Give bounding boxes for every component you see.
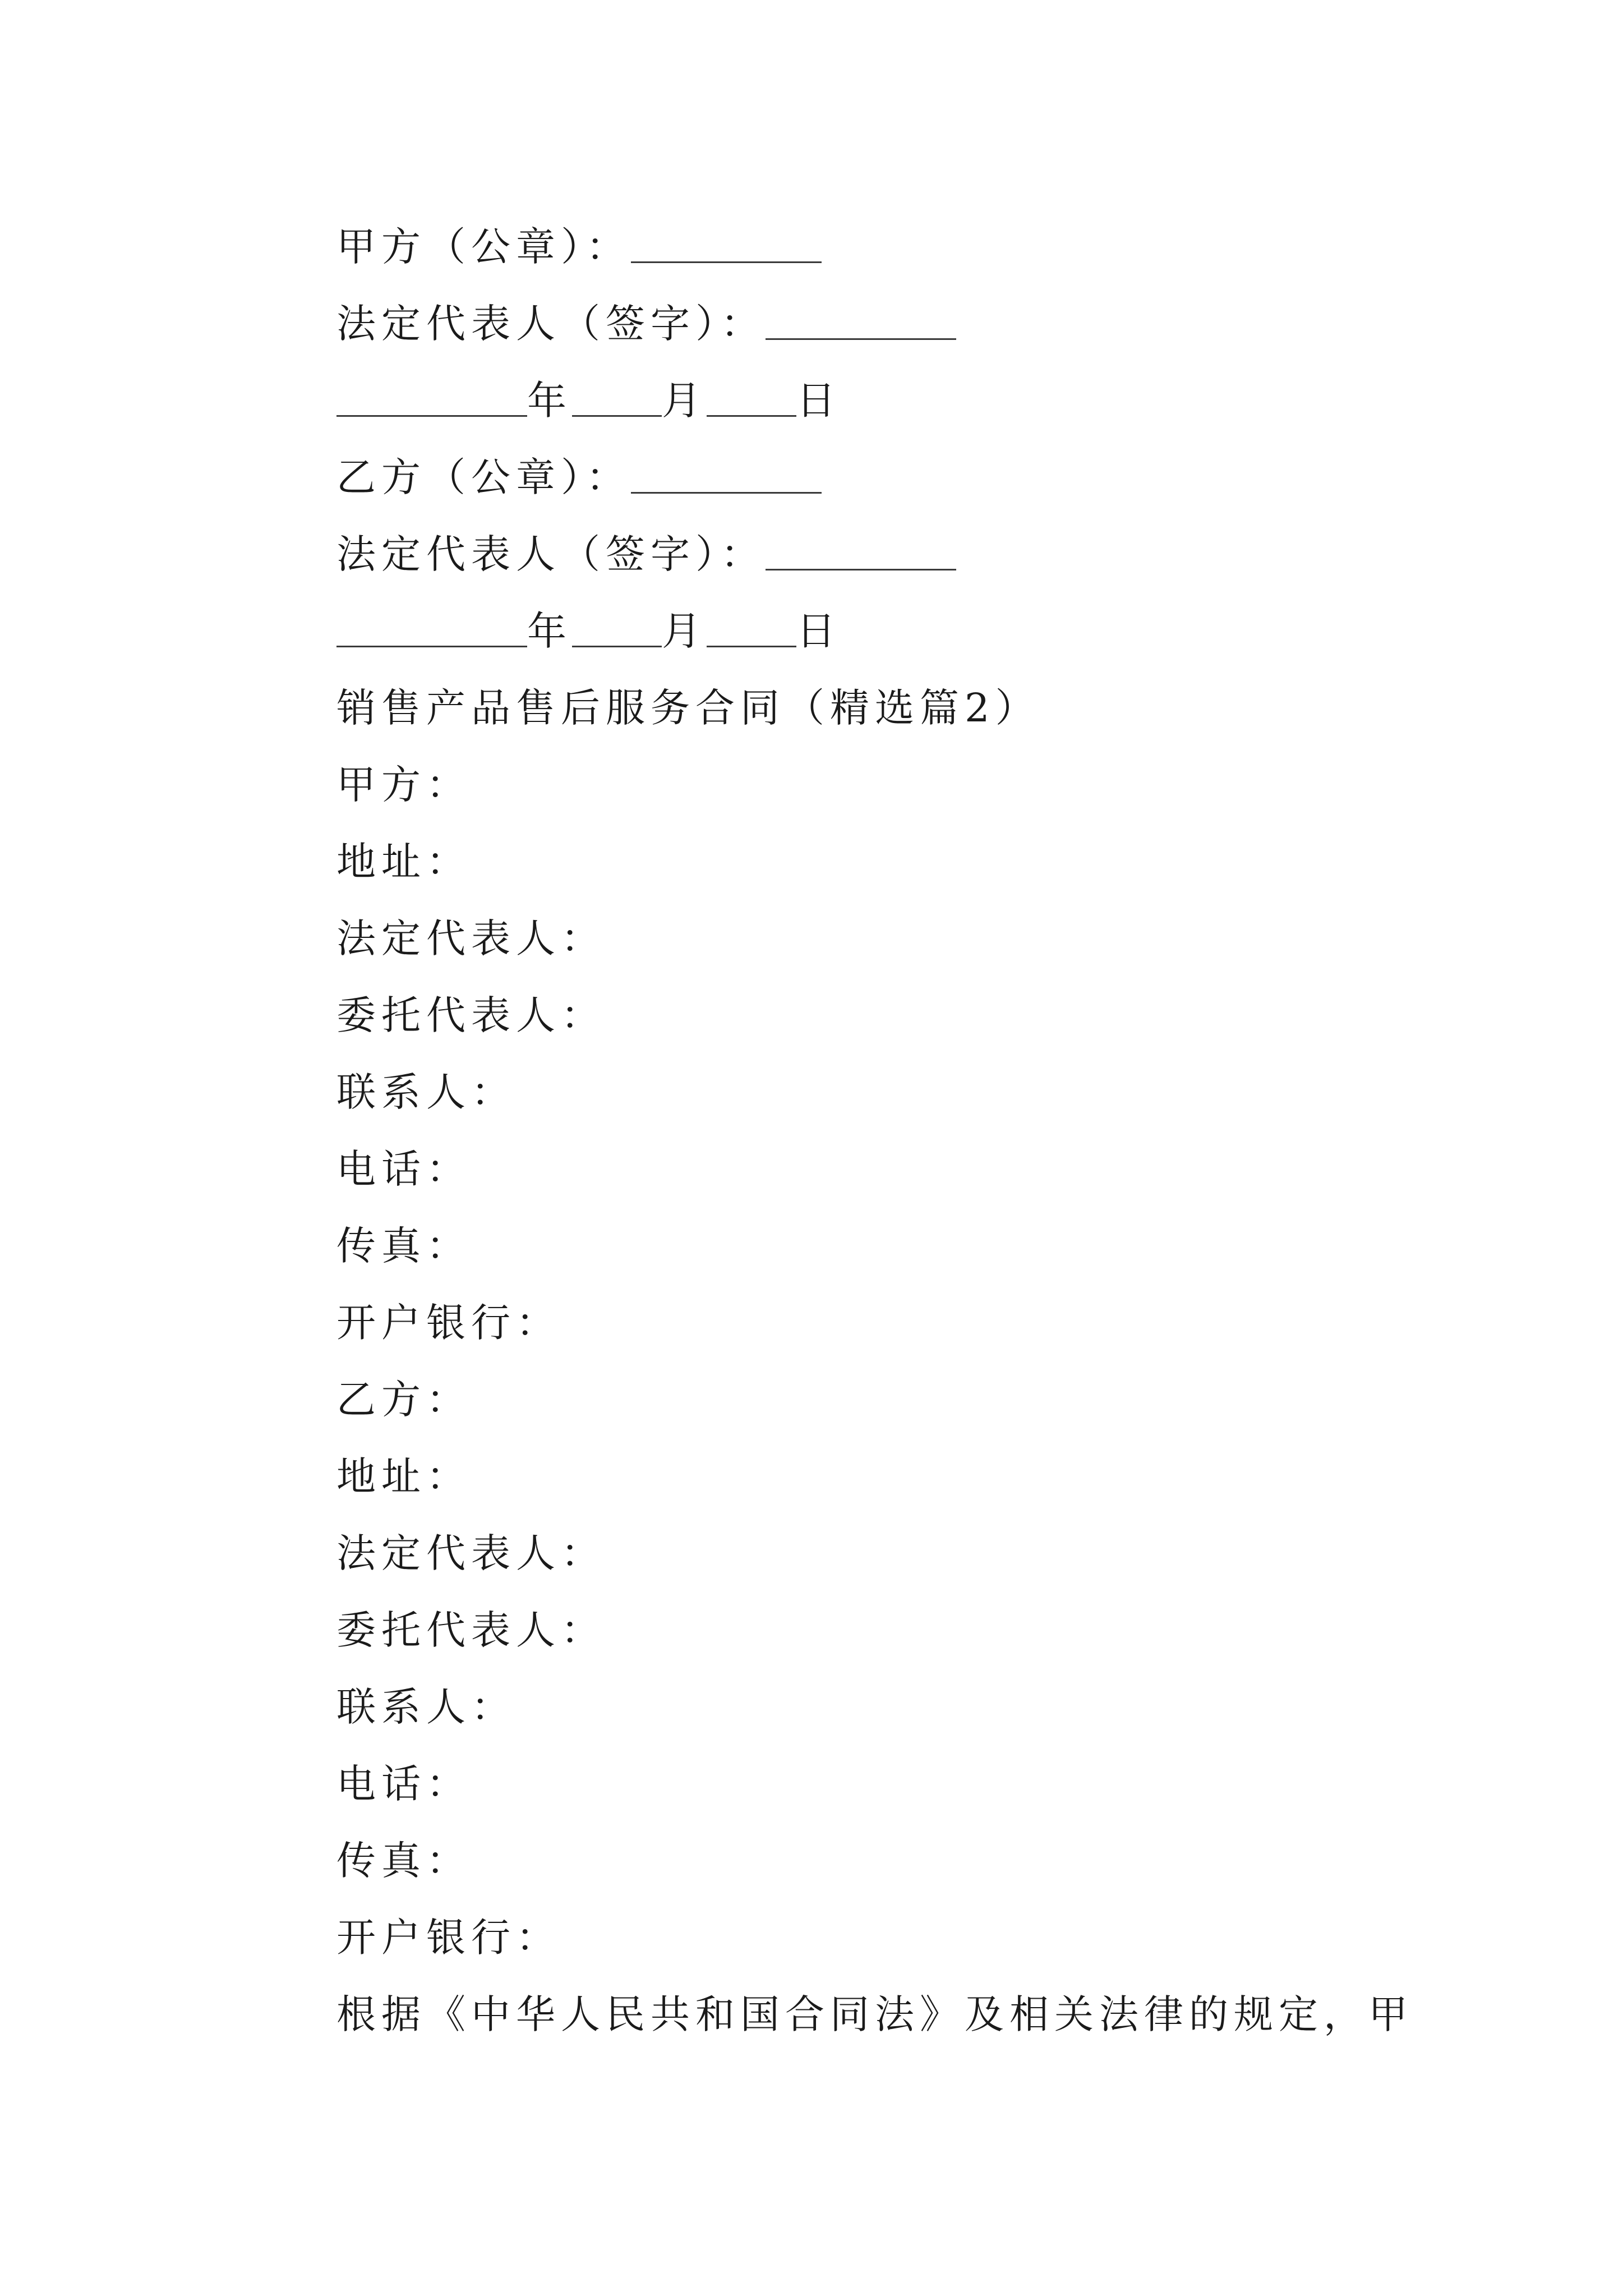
party-b-date-line	[336, 593, 1458, 670]
party-a-fax-label: 传真：	[336, 1223, 471, 1269]
party-b-seal-line	[336, 439, 1458, 516]
party-b-seal-blank	[631, 457, 822, 494]
party-a-seal-blank	[631, 227, 822, 263]
party-b-year-blank	[336, 611, 527, 647]
contract-title: 销售产品售后服务合同（精选篇2）	[336, 685, 1040, 731]
party-a-address-label: 地址：	[336, 839, 471, 885]
party-b-day-blank	[707, 611, 796, 647]
party-a-entrusted-rep-label: 委托代表人：	[336, 992, 606, 1038]
party-a-year-blank	[336, 380, 527, 417]
party-b-address-label: 地址：	[336, 1453, 471, 1499]
party-b-month-blank	[572, 611, 662, 647]
party-b-phone-label: 电话：	[336, 1761, 471, 1807]
party-a-legal-rep-label: 法定代表人：	[336, 915, 606, 961]
party-a-seal-line	[336, 209, 1458, 286]
party-b-contact-label: 联系人：	[336, 1684, 516, 1730]
party-b-day-label: 日	[796, 608, 841, 654]
party-a-label: 甲方：	[336, 762, 471, 808]
party-a-month-label: 月	[662, 378, 707, 424]
party-a-contact-label: 联系人：	[336, 1069, 516, 1115]
party-b-seal-label: 乙方（公章）：	[336, 454, 631, 500]
party-b-legal-rep-sign-blank	[766, 534, 956, 570]
party-a-date-line	[336, 362, 1458, 439]
party-b-year-label: 年	[527, 608, 572, 654]
party-b-legal-rep-sign-line	[336, 516, 1458, 593]
party-a-seal-label: 甲方（公章）：	[336, 224, 631, 270]
party-a-legal-rep-sign-blank	[766, 303, 956, 340]
party-a-day-blank	[707, 380, 796, 417]
party-b-legal-rep-sign-label: 法定代表人（签字）：	[336, 531, 766, 577]
party-a-day-label: 日	[796, 378, 841, 424]
party-a-legal-rep-sign-label: 法定代表人（签字）：	[336, 301, 766, 347]
party-b-entrusted-rep-label: 委托代表人：	[336, 1607, 606, 1653]
party-a-legal-rep-sign-line	[336, 286, 1458, 362]
body-paragraph: 根据《中华人民共和国合同法》及相关法律的规定，甲	[336, 1991, 1413, 2037]
party-b-fax-label: 传真：	[336, 1838, 471, 1884]
document-body	[336, 209, 1458, 2053]
party-a-bank-label: 开户银行：	[336, 1300, 561, 1346]
party-b-legal-rep-label: 法定代表人：	[336, 1530, 606, 1576]
party-b-month-label: 月	[662, 608, 707, 654]
party-a-year-label: 年	[527, 378, 572, 424]
party-b-label: 乙方：	[336, 1377, 471, 1423]
party-a-month-blank	[572, 380, 662, 417]
party-a-phone-label: 电话：	[336, 1146, 471, 1192]
party-b-bank-label: 开户银行：	[336, 1915, 561, 1961]
